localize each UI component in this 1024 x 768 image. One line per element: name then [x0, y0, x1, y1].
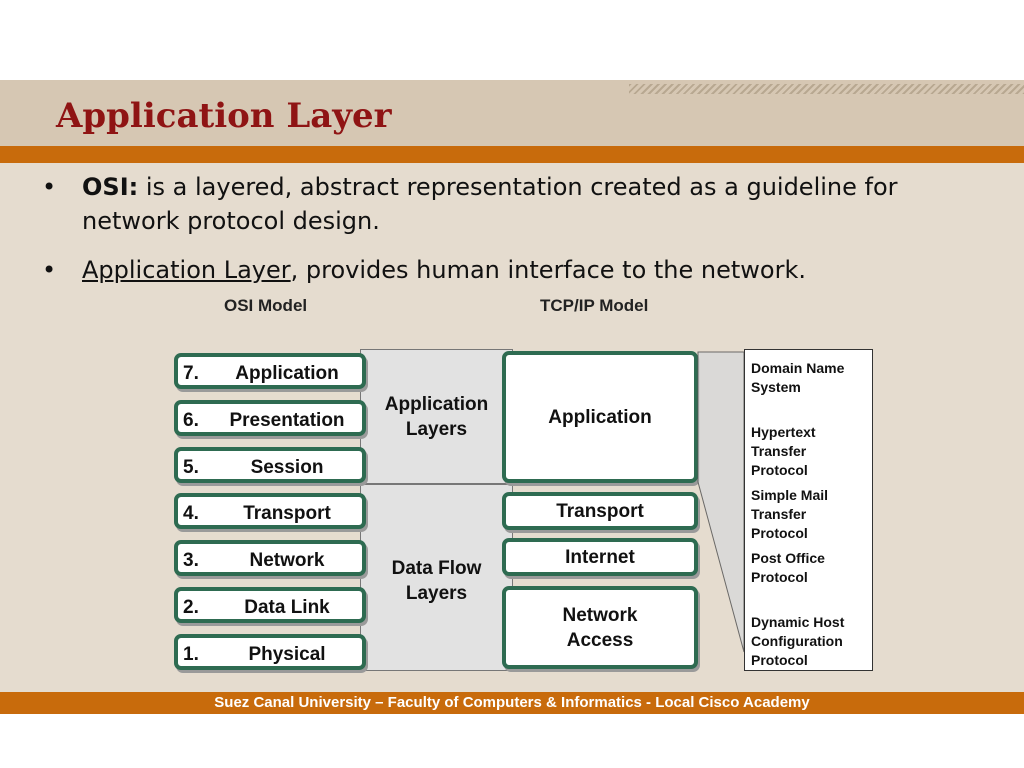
layer-name: Physical — [248, 644, 326, 665]
tcpip-transport: Transport — [502, 492, 698, 530]
osi-model-heading: OSI Model — [224, 296, 308, 315]
layer-number: 1. — [183, 644, 199, 665]
layer-number: 7. — [183, 363, 199, 384]
tcpip-model-heading: TCP/IP Model — [540, 296, 649, 315]
layer-name: Network — [249, 550, 325, 571]
application-layers-label: Application Layers — [384, 394, 489, 440]
layer-number: 3. — [183, 550, 199, 571]
bullet-term-link[interactable]: Application Layer — [82, 256, 291, 284]
tcpip-network-access: Network Access — [502, 586, 698, 669]
layer-name: Presentation — [229, 410, 345, 431]
tcpip-internet: Internet — [502, 538, 698, 576]
layer-number: 2. — [183, 597, 199, 618]
protocol-smtp: Simple Mail Transfer Protocol — [751, 487, 829, 541]
bullet-term: OSI: — [82, 173, 139, 201]
layer-number: 4. — [183, 503, 199, 524]
layer-number: 5. — [183, 457, 199, 478]
protocol-dns: Domain Name System — [751, 360, 845, 395]
layer-name: Data Link — [244, 597, 330, 618]
protocol-dhcp: Dynamic Host Configuration Protocol — [751, 614, 845, 668]
layer-name: Application — [235, 363, 339, 384]
slide-title: Application Layer — [56, 96, 392, 136]
bullet-dot: • — [42, 256, 57, 284]
footer-text: Suez Canal University – Faculty of Computers & Informatics - Local Cisco Academy — [214, 694, 810, 711]
layer-name: Transport — [243, 503, 331, 524]
data-flow-layers-label: Data Flow Layers — [391, 558, 482, 604]
protocol-pop: Post Office Protocol — [751, 550, 825, 585]
layer-name: Session — [250, 457, 324, 478]
bullet-body: , provides human interface to the network. — [290, 256, 807, 284]
tcpip-application: Application — [502, 351, 698, 483]
protocol-http: Hypertext Transfer Protocol — [751, 424, 816, 478]
bullet-dot: • — [42, 173, 57, 201]
bullet-body: is a layered, abstract representation created as a guideline for network protocol design. — [82, 173, 898, 235]
layer-number: 6. — [183, 410, 199, 431]
